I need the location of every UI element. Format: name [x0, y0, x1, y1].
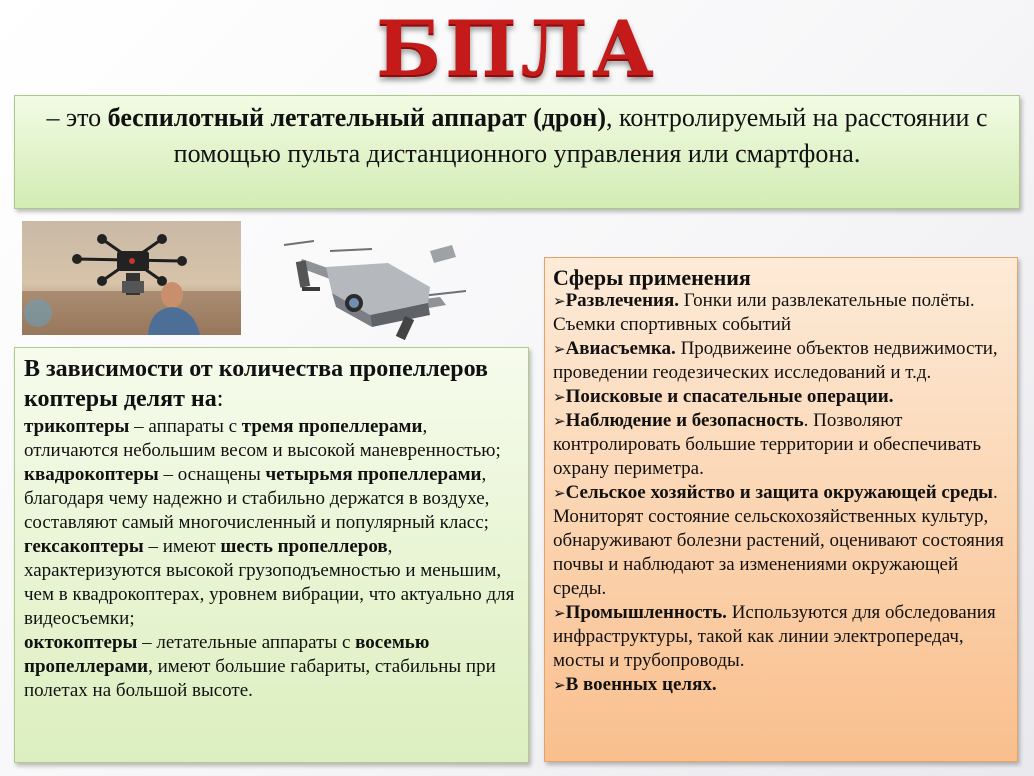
quadcopter-photo: [280, 231, 472, 343]
arrow-bullet-icon: ➢: [553, 412, 566, 430]
copter-type-desc: , отличаются небольшим весом и высокой маневренностью;: [24, 416, 501, 461]
arrow-bullet-icon: ➢: [553, 388, 566, 406]
copter-type-item: [24, 463, 520, 535]
definition-term: беспилотный летательный аппарат (дрон): [107, 103, 607, 132]
application-title: Сельское хозяйство и защита окружающей среды: [565, 482, 994, 503]
application-item: [553, 601, 1011, 673]
copter-type-name: квадрокоптеры: [24, 464, 159, 485]
copter-type-text: – аппараты с: [129, 416, 242, 437]
copter-type-name: октокоптеры: [24, 632, 138, 653]
copter-type-text: – оснащены: [158, 464, 266, 485]
application-title: Наблюдение и безопасность: [565, 410, 804, 431]
arrow-bullet-icon: ➢: [553, 604, 566, 622]
copter-types-heading-colon: :: [216, 386, 224, 412]
application-item: [553, 385, 1011, 409]
copter-types-heading-text: В зависимости от количества пропеллеров коптеры делят на: [24, 356, 489, 412]
application-title: Промышленность.: [565, 602, 727, 623]
copter-type-item: [24, 415, 520, 463]
application-desc: . Позволяют контролировать большие территории и обеспечивать охрану периметра.: [553, 410, 981, 479]
application-desc: . Мониторят состояние сельскохозяйственных культур, обнаруживают болезни растений, оценивают состояния почвы и наблюдают за изменениями окружающей среды.: [553, 482, 1004, 599]
application-item: [553, 673, 1011, 697]
application-title: Развлечения.: [565, 290, 680, 311]
application-desc: Используются для обследования инфраструктуры, такой как линии электропередач, мосты и трубопроводы.: [553, 602, 996, 671]
copter-type-text: – имеют: [143, 536, 221, 557]
application-desc: Продвижеине объектов недвижимости, проведении геодезических исследований и т.д.: [553, 338, 998, 383]
application-title: Авиасъемка.: [565, 338, 676, 359]
application-item: [553, 409, 1011, 481]
definition-suffix: , контролируемый на расстоянии с помощью пульта дистанционного управления или смартфона.: [173, 103, 988, 168]
copter-type-name: трикоптеры: [24, 416, 130, 437]
copter-type-propellers: восемью пропеллерами: [24, 632, 430, 677]
copter-type-desc: , характеризуются высокой грузоподъемностью и меньшим, чем в квадрокоптерах, уровнем вибрации, что актуально для видеосъемки;: [24, 536, 515, 629]
arrow-bullet-icon: ➢: [553, 292, 566, 310]
copter-type-item: [24, 631, 520, 703]
copter-type-name: гексакоптеры: [24, 536, 144, 557]
application-item: [553, 481, 1011, 601]
copter-type-item: [24, 535, 520, 631]
application-desc: Гонки или развлекательные полёты. Съемки спортивных событий: [553, 290, 975, 335]
application-item: [553, 289, 1011, 337]
page-title: БПЛА: [376, 4, 658, 93]
copter-type-text: – летательные аппараты с: [137, 632, 356, 653]
hexacopter-photo: [22, 221, 241, 335]
arrow-bullet-icon: ➢: [553, 340, 566, 358]
application-item: [553, 337, 1011, 385]
arrow-bullet-icon: ➢: [553, 676, 566, 694]
applications-panel: [544, 257, 1018, 762]
definition-prefix: – это: [46, 103, 108, 132]
copter-type-desc: , имеют большие габариты, стабильны при полетах на большой высоте.: [24, 656, 496, 701]
arrow-bullet-icon: ➢: [553, 484, 566, 502]
application-title: В военных целях.: [565, 674, 717, 695]
applications-heading: Сферы применения: [553, 265, 751, 290]
copter-types-panel: [14, 347, 529, 763]
copter-type-desc: , благодаря чему надежно и стабильно держатся в воздухе, составляют самый многочисленный и популярный класс;: [24, 464, 490, 533]
copter-type-propellers: тремя пропеллерами: [241, 416, 423, 437]
copter-type-propellers: четырьмя пропеллерами: [265, 464, 482, 485]
application-title: Поисковые и спасательные операции.: [565, 386, 894, 407]
copter-types-heading: [24, 354, 520, 414]
copter-type-propellers: шесть пропеллеров: [220, 536, 388, 557]
definition-box: [14, 95, 1020, 209]
